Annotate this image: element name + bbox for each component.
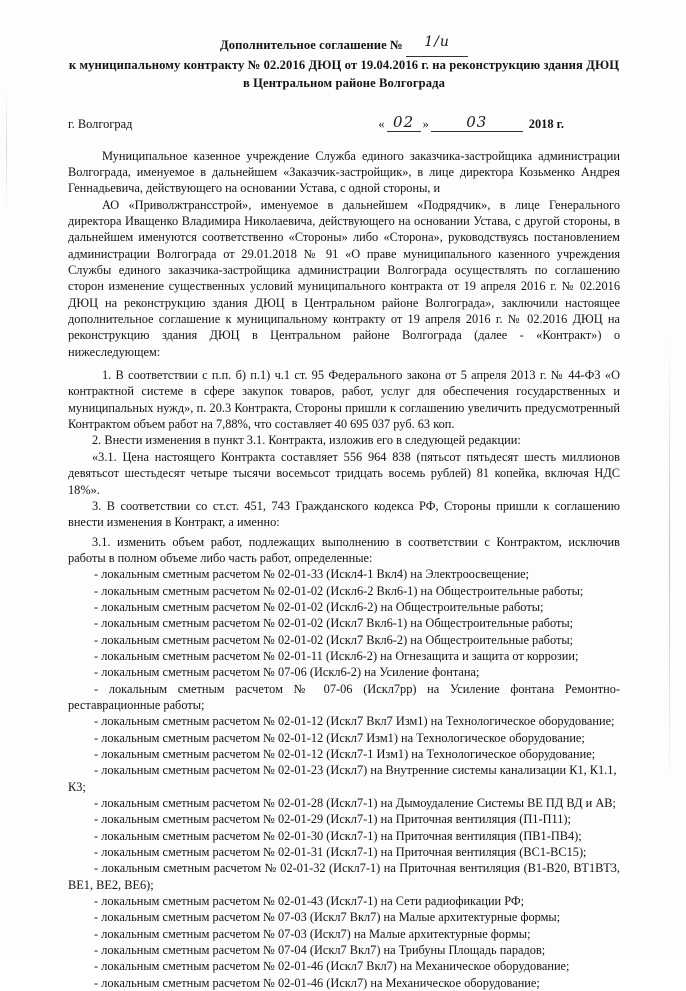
list-item: - локальным сметным расчетом № 02-01-11 (Искл6-2) на Огнезащита и защита от коррозии; (94, 648, 579, 663)
list-item: - локальным сметным расчетом № 02-01-23 (Искл7) на Внутренние системы канализации К1, К1.1, К3; (68, 763, 617, 794)
list-item: - локальным сметным расчетом № 07-06 (Искл6-2) на Усиление фонтана; (94, 665, 480, 680)
date-close-quote: » (422, 116, 429, 131)
list-item: - локальным сметным расчетом № 02-01-46 (Искл7 Вкл7) на Механическое оборудование; (94, 959, 570, 974)
list-item: - локальным сметным расчетом № 02-01-02 (Искл6-2) на Общестроительные работы; (94, 599, 544, 614)
date-year: 2018 г. (528, 116, 564, 131)
list-item: - локальным сметным расчетом № 07-03 (Искл7 Вкл7) на Малые архитектурные формы; (94, 910, 561, 925)
list-item: - локальным сметным расчетом № 02-01-12 (Искл7 Изм1) на Технологическое оборудование; (94, 730, 585, 745)
date-open-quote: « (378, 116, 385, 131)
list-item: - локальным сметным расчетом № 02-01-33 (Искл4-1 Вкл4) на Электроосвещение; (94, 567, 530, 582)
clause-3: 3. В соответствии со ст.ст. 451, 743 Гражданского кодекса РФ, Стороны пришли к соглашению внести изменения в Контракт, а именно: (68, 498, 620, 530)
document-title (68, 0, 620, 93)
document-body (68, 148, 620, 991)
list-item: - локальным сметным расчетом № 02-01-02 (Искл7 Вкл6-2) на Общестроительные работы; (94, 632, 574, 647)
date-month-handwritten: 03 (431, 113, 523, 132)
list-item: - локальным сметным расчетом № 02-01-02 (Искл7 Вкл6-1) на Общестроительные работы; (94, 616, 574, 631)
list-item: - локальным сметным расчетом № 02-01-12 (Искл7-1 Изм1) на Технологическое оборудование; (94, 747, 596, 761)
clause-2: 2. Внести изменения в пункт 3.1. Контракта, изложив его в следующей редакции: (92, 433, 521, 448)
clause-2-quoted-price: «3.1. Цена настоящего Контракта составляет 556 964 838 (пятьсот пятьдесят шесть миллионов девятьсот шестьдесят четыре тысячи восемьсот тридцать восемь рублей) 81 копейка, включая НДС 18%». (68, 449, 620, 497)
city-label: г. Волгоград (68, 116, 133, 131)
list-item: - локальным сметным расчетом № 02-01-31 (Искл7-1) на Приточная вентиляция (ВС1-ВС15); (94, 845, 587, 860)
title-line-2: к муниципальному контракту № 02.2016 ДЮЦ от 19.04.2016 г. на реконструкцию здания ДЮЦ (68, 57, 620, 72)
date-day-handwritten: 02 (387, 113, 421, 132)
list-item: - локальным сметным расчетом № 02-01-29 (Искл7-1) на Приточная вентиляция (П1-П11); (94, 812, 571, 827)
list-item: - локальным сметным расчетом № 02-01-43 (Искл7-1) на Сети радиофикации РФ; (94, 894, 525, 909)
list-item: - локальным сметным расчетом № 02-01-28 (Искл7-1) на Дымоудаление Системы ВЕ ПД ВД и АВ; (94, 796, 616, 811)
list-item: - локальным сметным расчетом № 07-06 (Искл7рр) на Усиление фонтана Ремонтно-реставрационные работы; (68, 681, 620, 712)
paragraph-parties-customer: Муниципальное казенное учреждение Служба единого заказчика-застройщика администрации Волгограда, именуемое в дальнейшем «Заказчик-застройщик», в лице директора Козьменко Андрея Геннадьевича, действующего на основании Устава, с одной стороны, и (68, 148, 620, 196)
document-number-handwritten: 1/и (424, 34, 450, 50)
list-item: - локальным сметным расчетом № 02-01-02 (Искл6-2 Вкл6-1) на Общестроительные работы; (94, 583, 584, 598)
date-group (378, 113, 620, 132)
estimate-list (68, 566, 620, 991)
list-item: - локальным сметным расчетом № 02-01-32 (Искл7-1) на Приточная вентиляция (В1-В20, ВТ1ВТ3, ВЕ1, ВЕ2, ВЕ6); (68, 861, 620, 892)
document-content (68, 0, 620, 991)
list-item: - локальным сметным расчетом № 02-01-12 (Искл7 Вкл7 Изм1) на Технологическое оборудование; (94, 714, 615, 729)
clause-1: 1. В соответствии с п.п. б) п.1) ч.1 ст. 95 Федерального закона от 5 апреля 2013 г. № 44-ФЗ «О контрактной системе в сфере закупок товаров, работ, услуг для обеспечения государственных и муниципальных нужд», п. 20.3 Контракта, Стороны пришли к соглашению увеличить предусмотренный Контрактом объем работ на 7,88%, что составляет 40 695 037 руб. 63 коп. (68, 368, 620, 432)
scan-artifact-left (6, 88, 7, 208)
title-line-3: в Центральном районе Волгограда (242, 75, 446, 90)
document-number-field (406, 36, 468, 57)
list-item: - локальным сметным расчетом № 07-04 (Искл7 Вкл7) на Трибуны Площадь парадов; (94, 943, 546, 958)
scan-artifact-right (669, 340, 670, 770)
title-line-1 (68, 36, 620, 57)
paragraph-parties-contractor: АО «Приволжтрансстрой», именуемое в дальнейшем «Подрядчик», в лице Генерального директора Иващенко Владимира Николаевича, действующего на основании Устава, с другой стороны, в дальнейшем именуются соответственно «Стороны» либо «Сторона», руководствуясь постановлением администрации Волгограда от 29.01.2018 № 91 «О праве муниципального казенного учреждения Службы единого заказчика-застройщика администрации Волгограда осуществлять по соглашению сторон изменение существенных условий муниципального контракта от 19 апреля 2016 г. № 02.2016 ДЮЦ на реконструкцию здания ДЮЦ в Центральном районе Волгограда», заключили настоящее дополнительное соглашение к муниципальному контракту от 19 апреля 2016 г. № 02.2016 ДЮЦ на реконструкцию здания ДЮЦ в Центральном районе Волгограда (далее - «Контракт») о нижеследующем: (68, 197, 620, 359)
city-date-row (68, 113, 620, 132)
list-item: - локальным сметным расчетом № 02-01-30 (Искл7-1) на Приточная вентиляция (ПВ1-ПВ4); (94, 828, 582, 843)
clause-3-1: 3.1. изменить объем работ, подлежащих выполнению в соответствии с Контрактом, исключив работы в полном объеме либо часть работ, определенные: (68, 534, 620, 565)
list-item: - локальным сметным расчетом № 07-03 (Искл7) на Малые архитектурные формы; (94, 926, 531, 941)
list-item: - локальным сметным расчетом № 02-01-46 (Искл7) на Механическое оборудование; (94, 975, 540, 990)
title-prefix: Дополнительное соглашение № (219, 38, 403, 52)
